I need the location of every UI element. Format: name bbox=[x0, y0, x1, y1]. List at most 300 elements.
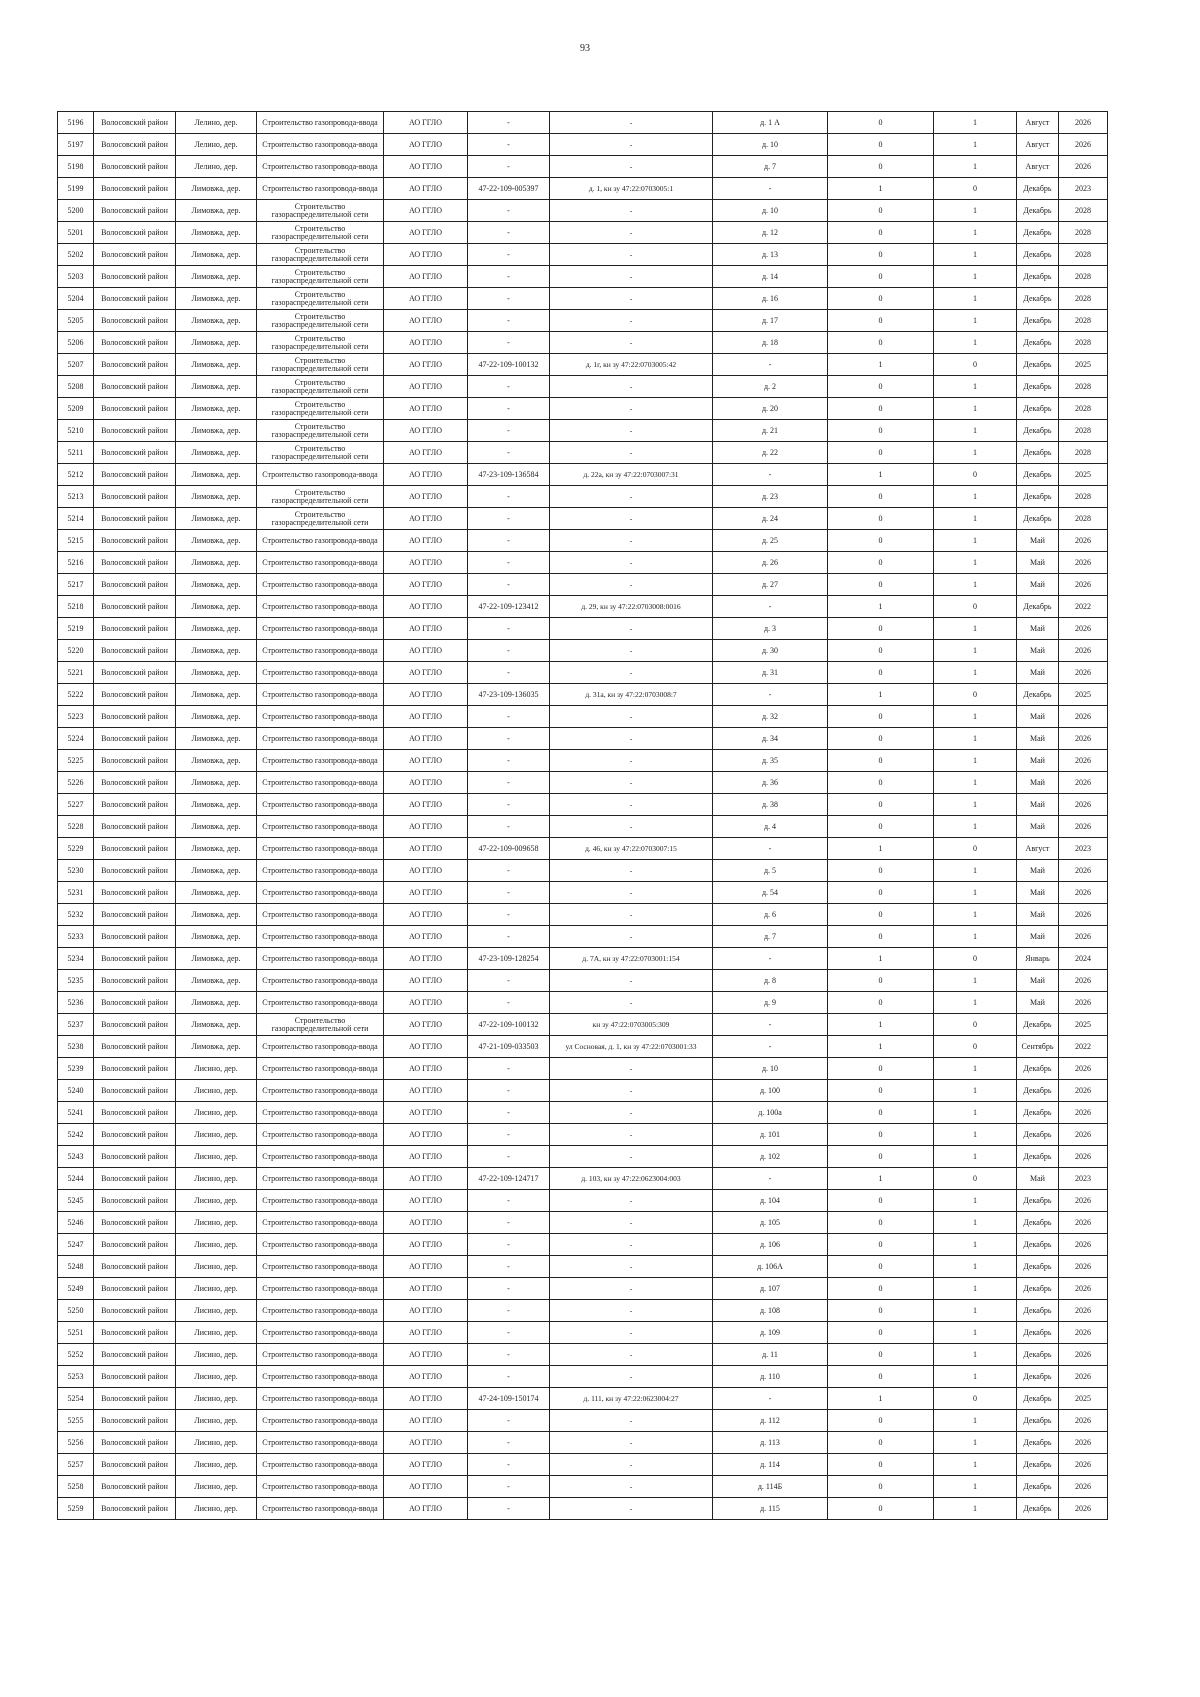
cell-district: Волосовский район bbox=[94, 794, 176, 816]
cell-work-type: Строительство газопровода-ввода bbox=[257, 156, 384, 178]
cell-application-number: - bbox=[468, 398, 550, 420]
cell-district: Волосовский район bbox=[94, 970, 176, 992]
cell-district: Волосовский район bbox=[94, 156, 176, 178]
cell-planned-count: 1 bbox=[934, 904, 1017, 926]
cell-application-number: - bbox=[468, 1102, 550, 1124]
cell-application-number: - bbox=[468, 1300, 550, 1322]
cell-application-number: 47-23-109-136584 bbox=[468, 464, 550, 486]
cell-cadastral-address: - bbox=[550, 1102, 713, 1124]
table-row bbox=[58, 1322, 1108, 1344]
cell-work-type: Строительство газопровода-ввода bbox=[257, 662, 384, 684]
cell-application-number: - bbox=[468, 1344, 550, 1366]
cell-organization: АО ГГЛО bbox=[384, 288, 468, 310]
cell-cadastral-address: - bbox=[550, 728, 713, 750]
cell-year: 2026 bbox=[1059, 1498, 1108, 1520]
cell-year: 2028 bbox=[1059, 332, 1108, 354]
cell-house-number: д. 2 bbox=[713, 376, 828, 398]
cell-settlement: Лимовжа, дер. bbox=[176, 552, 257, 574]
cell-row-number: 5221 bbox=[58, 662, 94, 684]
cell-work-type: Строительство газопровода-ввода bbox=[257, 1190, 384, 1212]
cell-settlement: Лисино, дер. bbox=[176, 1388, 257, 1410]
cell-month: Декабрь bbox=[1017, 1476, 1059, 1498]
cell-work-type: Строительство газопровода-ввода bbox=[257, 1300, 384, 1322]
cell-organization: АО ГГЛО bbox=[384, 530, 468, 552]
cell-planned-count: 1 bbox=[934, 244, 1017, 266]
cell-row-number: 5211 bbox=[58, 442, 94, 464]
table-row bbox=[58, 288, 1108, 310]
table-row bbox=[58, 926, 1108, 948]
cell-year: 2023 bbox=[1059, 1168, 1108, 1190]
cell-house-number: д. 16 bbox=[713, 288, 828, 310]
cell-planned-count: 1 bbox=[934, 420, 1017, 442]
cell-planned-count: 1 bbox=[934, 200, 1017, 222]
cell-month: Декабрь bbox=[1017, 376, 1059, 398]
cell-row-number: 5237 bbox=[58, 1014, 94, 1036]
cell-planned-count: 1 bbox=[934, 398, 1017, 420]
cell-cadastral-address: д. 111, кн зу 47:22:0623004:27 bbox=[550, 1388, 713, 1410]
cell-settlement: Лелино, дер. bbox=[176, 156, 257, 178]
cell-application-number: - bbox=[468, 1278, 550, 1300]
cell-month: Декабрь bbox=[1017, 398, 1059, 420]
cell-settlement: Лисино, дер. bbox=[176, 1322, 257, 1344]
cell-cadastral-address: - bbox=[550, 794, 713, 816]
cell-row-number: 5219 bbox=[58, 618, 94, 640]
cell-work-type: Строительство газораспределительной сети bbox=[257, 486, 384, 508]
cell-cadastral-address: - bbox=[550, 200, 713, 222]
cell-house-number: д. 112 bbox=[713, 1410, 828, 1432]
cell-connected-count: 1 bbox=[828, 684, 934, 706]
table-row bbox=[58, 1212, 1108, 1234]
cell-year: 2028 bbox=[1059, 288, 1108, 310]
cell-planned-count: 1 bbox=[934, 882, 1017, 904]
cell-cadastral-address: - bbox=[550, 134, 713, 156]
cell-house-number: д. 23 bbox=[713, 486, 828, 508]
cell-month: Май bbox=[1017, 750, 1059, 772]
cell-year: 2028 bbox=[1059, 200, 1108, 222]
table-row bbox=[58, 552, 1108, 574]
cell-row-number: 5226 bbox=[58, 772, 94, 794]
cell-settlement: Лелино, дер. bbox=[176, 112, 257, 134]
cell-application-number: - bbox=[468, 1476, 550, 1498]
cell-house-number: д. 24 bbox=[713, 508, 828, 530]
cell-settlement: Лисино, дер. bbox=[176, 1080, 257, 1102]
cell-connected-count: 0 bbox=[828, 992, 934, 1014]
cell-organization: АО ГГЛО bbox=[384, 596, 468, 618]
cell-planned-count: 1 bbox=[934, 1256, 1017, 1278]
cell-application-number: - bbox=[468, 1124, 550, 1146]
cell-district: Волосовский район bbox=[94, 508, 176, 530]
cell-work-type: Строительство газораспределительной сети bbox=[257, 1014, 384, 1036]
cell-work-type: Строительство газопровода-ввода bbox=[257, 1146, 384, 1168]
cell-year: 2028 bbox=[1059, 266, 1108, 288]
table-row bbox=[58, 662, 1108, 684]
cell-month: Декабрь bbox=[1017, 1058, 1059, 1080]
cell-work-type: Строительство газопровода-ввода bbox=[257, 1454, 384, 1476]
cell-application-number: - bbox=[468, 574, 550, 596]
cell-connected-count: 0 bbox=[828, 288, 934, 310]
cell-cadastral-address: кн зу 47:22:0703005:309 bbox=[550, 1014, 713, 1036]
cell-district: Волосовский район bbox=[94, 398, 176, 420]
cell-cadastral-address: - bbox=[550, 1146, 713, 1168]
cell-settlement: Лисино, дер. bbox=[176, 1124, 257, 1146]
cell-district: Волосовский район bbox=[94, 464, 176, 486]
cell-connected-count: 0 bbox=[828, 200, 934, 222]
table-row bbox=[58, 1080, 1108, 1102]
cell-settlement: Лимовжа, дер. bbox=[176, 420, 257, 442]
cell-cadastral-address: д. 22а, кн зу 47:22:0703007:31 bbox=[550, 464, 713, 486]
cell-planned-count: 1 bbox=[934, 1190, 1017, 1212]
cell-row-number: 5242 bbox=[58, 1124, 94, 1146]
cell-organization: АО ГГЛО bbox=[384, 992, 468, 1014]
cell-month: Май bbox=[1017, 662, 1059, 684]
cell-work-type: Строительство газораспределительной сети bbox=[257, 508, 384, 530]
cell-month: Декабрь bbox=[1017, 1234, 1059, 1256]
cell-connected-count: 1 bbox=[828, 596, 934, 618]
cell-district: Волосовский район bbox=[94, 1300, 176, 1322]
cell-organization: АО ГГЛО bbox=[384, 794, 468, 816]
table-row bbox=[58, 420, 1108, 442]
cell-connected-count: 0 bbox=[828, 926, 934, 948]
cell-row-number: 5247 bbox=[58, 1234, 94, 1256]
cell-year: 2026 bbox=[1059, 1476, 1108, 1498]
cell-row-number: 5212 bbox=[58, 464, 94, 486]
cell-application-number: 47-21-109-033503 bbox=[468, 1036, 550, 1058]
cell-house-number: д. 4 bbox=[713, 816, 828, 838]
cell-planned-count: 1 bbox=[934, 772, 1017, 794]
cell-application-number: - bbox=[468, 618, 550, 640]
cell-row-number: 5231 bbox=[58, 882, 94, 904]
cell-district: Волосовский район bbox=[94, 926, 176, 948]
cell-organization: АО ГГЛО bbox=[384, 574, 468, 596]
table-row bbox=[58, 838, 1108, 860]
table-row bbox=[58, 618, 1108, 640]
cell-work-type: Строительство газораспределительной сети bbox=[257, 288, 384, 310]
cell-cadastral-address: - bbox=[550, 904, 713, 926]
cell-cadastral-address: - bbox=[550, 662, 713, 684]
cell-settlement: Лимовжа, дер. bbox=[176, 728, 257, 750]
cell-month: Декабрь bbox=[1017, 684, 1059, 706]
cell-year: 2028 bbox=[1059, 398, 1108, 420]
table-row bbox=[58, 442, 1108, 464]
cell-cadastral-address: - bbox=[550, 398, 713, 420]
cell-house-number: д. 8 bbox=[713, 970, 828, 992]
cell-planned-count: 1 bbox=[934, 662, 1017, 684]
cell-connected-count: 0 bbox=[828, 1322, 934, 1344]
cell-organization: АО ГГЛО bbox=[384, 706, 468, 728]
cell-work-type: Строительство газопровода-ввода bbox=[257, 750, 384, 772]
cell-application-number: - bbox=[468, 486, 550, 508]
cell-connected-count: 1 bbox=[828, 1168, 934, 1190]
cell-district: Волосовский район bbox=[94, 1344, 176, 1366]
table-row bbox=[58, 596, 1108, 618]
cell-settlement: Лимовжа, дер. bbox=[176, 464, 257, 486]
cell-planned-count: 0 bbox=[934, 1388, 1017, 1410]
cell-row-number: 5204 bbox=[58, 288, 94, 310]
cell-application-number: - bbox=[468, 1212, 550, 1234]
cell-district: Волосовский район bbox=[94, 332, 176, 354]
cell-month: Декабрь bbox=[1017, 1498, 1059, 1520]
cell-work-type: Строительство газопровода-ввода bbox=[257, 772, 384, 794]
cell-cadastral-address: - bbox=[550, 222, 713, 244]
table-row bbox=[58, 1146, 1108, 1168]
cell-organization: АО ГГЛО bbox=[384, 662, 468, 684]
cell-application-number: 47-22-109-005397 bbox=[468, 178, 550, 200]
cell-house-number: - bbox=[713, 838, 828, 860]
cell-cadastral-address: - bbox=[550, 112, 713, 134]
cell-organization: АО ГГЛО bbox=[384, 134, 468, 156]
cell-row-number: 5256 bbox=[58, 1432, 94, 1454]
cell-work-type: Строительство газопровода-ввода bbox=[257, 1212, 384, 1234]
cell-work-type: Строительство газопровода-ввода bbox=[257, 464, 384, 486]
cell-planned-count: 1 bbox=[934, 794, 1017, 816]
cell-organization: АО ГГЛО bbox=[384, 310, 468, 332]
cell-application-number: - bbox=[468, 970, 550, 992]
cell-settlement: Лимовжа, дер. bbox=[176, 244, 257, 266]
cell-month: Декабрь bbox=[1017, 1432, 1059, 1454]
cell-planned-count: 1 bbox=[934, 1278, 1017, 1300]
cell-settlement: Лимовжа, дер. bbox=[176, 684, 257, 706]
cell-house-number: д. 100а bbox=[713, 1102, 828, 1124]
cell-house-number: д. 25 bbox=[713, 530, 828, 552]
cell-year: 2025 bbox=[1059, 1388, 1108, 1410]
table-row bbox=[58, 706, 1108, 728]
cell-year: 2026 bbox=[1059, 530, 1108, 552]
cell-organization: АО ГГЛО bbox=[384, 1212, 468, 1234]
table-row bbox=[58, 398, 1108, 420]
cell-house-number: - bbox=[713, 684, 828, 706]
cell-house-number: д. 54 bbox=[713, 882, 828, 904]
cell-house-number: д. 10 bbox=[713, 1058, 828, 1080]
cell-year: 2026 bbox=[1059, 882, 1108, 904]
cell-year: 2026 bbox=[1059, 904, 1108, 926]
cell-cadastral-address: - bbox=[550, 926, 713, 948]
cell-connected-count: 0 bbox=[828, 1080, 934, 1102]
table-row bbox=[58, 970, 1108, 992]
cell-cadastral-address: - bbox=[550, 508, 713, 530]
cell-planned-count: 1 bbox=[934, 640, 1017, 662]
cell-month: Декабрь bbox=[1017, 1190, 1059, 1212]
cell-house-number: д. 7 bbox=[713, 926, 828, 948]
cell-row-number: 5207 bbox=[58, 354, 94, 376]
cell-planned-count: 0 bbox=[934, 1014, 1017, 1036]
cell-work-type: Строительство газораспределительной сети bbox=[257, 200, 384, 222]
cell-connected-count: 0 bbox=[828, 1454, 934, 1476]
cell-cadastral-address: - bbox=[550, 1476, 713, 1498]
cell-work-type: Строительство газопровода-ввода bbox=[257, 1256, 384, 1278]
cell-connected-count: 0 bbox=[828, 310, 934, 332]
table-row bbox=[58, 134, 1108, 156]
cell-organization: АО ГГЛО bbox=[384, 420, 468, 442]
cell-year: 2026 bbox=[1059, 706, 1108, 728]
cell-month: Август bbox=[1017, 838, 1059, 860]
cell-application-number: 47-24-109-150174 bbox=[468, 1388, 550, 1410]
cell-work-type: Строительство газопровода-ввода bbox=[257, 1124, 384, 1146]
cell-settlement: Лимовжа, дер. bbox=[176, 772, 257, 794]
table-row bbox=[58, 486, 1108, 508]
cell-year: 2026 bbox=[1059, 794, 1108, 816]
cell-month: Май bbox=[1017, 706, 1059, 728]
cell-settlement: Лимовжа, дер. bbox=[176, 222, 257, 244]
cell-application-number: - bbox=[468, 332, 550, 354]
cell-month: Май bbox=[1017, 926, 1059, 948]
cell-district: Волосовский район bbox=[94, 1124, 176, 1146]
cell-row-number: 5218 bbox=[58, 596, 94, 618]
cell-district: Волосовский район bbox=[94, 442, 176, 464]
cell-planned-count: 1 bbox=[934, 1234, 1017, 1256]
cell-application-number: - bbox=[468, 926, 550, 948]
cell-row-number: 5249 bbox=[58, 1278, 94, 1300]
cell-organization: АО ГГЛО bbox=[384, 1278, 468, 1300]
cell-month: Сентябрь bbox=[1017, 1036, 1059, 1058]
cell-planned-count: 1 bbox=[934, 706, 1017, 728]
cell-year: 2026 bbox=[1059, 1278, 1108, 1300]
cell-month: Август bbox=[1017, 134, 1059, 156]
cell-work-type: Строительство газопровода-ввода bbox=[257, 1036, 384, 1058]
cell-district: Волосовский район bbox=[94, 1432, 176, 1454]
cell-planned-count: 1 bbox=[934, 1476, 1017, 1498]
cell-row-number: 5217 bbox=[58, 574, 94, 596]
cell-row-number: 5248 bbox=[58, 1256, 94, 1278]
table-row bbox=[58, 1278, 1108, 1300]
cell-cadastral-address: - bbox=[550, 266, 713, 288]
cell-cadastral-address: - bbox=[550, 1366, 713, 1388]
cell-application-number: - bbox=[468, 1234, 550, 1256]
cell-settlement: Лимовжа, дер. bbox=[176, 1014, 257, 1036]
cell-work-type: Строительство газопровода-ввода bbox=[257, 1388, 384, 1410]
cell-organization: АО ГГЛО bbox=[384, 838, 468, 860]
cell-house-number: д. 114Б bbox=[713, 1476, 828, 1498]
cell-planned-count: 0 bbox=[934, 178, 1017, 200]
table-row bbox=[58, 640, 1108, 662]
cell-connected-count: 0 bbox=[828, 552, 934, 574]
cell-application-number: 47-22-109-009658 bbox=[468, 838, 550, 860]
cell-month: Декабрь bbox=[1017, 1388, 1059, 1410]
cell-house-number: д. 104 bbox=[713, 1190, 828, 1212]
cell-cadastral-address: - bbox=[550, 772, 713, 794]
cell-cadastral-address: д. 103, кн зу 47:22:0623004:003 bbox=[550, 1168, 713, 1190]
cell-year: 2026 bbox=[1059, 728, 1108, 750]
cell-year: 2028 bbox=[1059, 376, 1108, 398]
table-row bbox=[58, 310, 1108, 332]
cell-application-number: - bbox=[468, 266, 550, 288]
cell-cadastral-address: - bbox=[550, 970, 713, 992]
cell-connected-count: 0 bbox=[828, 244, 934, 266]
cell-organization: АО ГГЛО bbox=[384, 926, 468, 948]
cell-cadastral-address: - bbox=[550, 288, 713, 310]
cell-district: Волосовский район bbox=[94, 354, 176, 376]
cell-application-number: - bbox=[468, 200, 550, 222]
cell-settlement: Лимовжа, дер. bbox=[176, 266, 257, 288]
cell-planned-count: 1 bbox=[934, 442, 1017, 464]
cell-month: Май bbox=[1017, 816, 1059, 838]
cell-row-number: 5215 bbox=[58, 530, 94, 552]
cell-year: 2026 bbox=[1059, 816, 1108, 838]
cell-work-type: Строительство газопровода-ввода bbox=[257, 970, 384, 992]
cell-settlement: Лимовжа, дер. bbox=[176, 508, 257, 530]
cell-work-type: Строительство газопровода-ввода bbox=[257, 596, 384, 618]
cell-row-number: 5213 bbox=[58, 486, 94, 508]
cell-planned-count: 1 bbox=[934, 618, 1017, 640]
cell-work-type: Строительство газопровода-ввода bbox=[257, 1102, 384, 1124]
cell-planned-count: 1 bbox=[934, 1300, 1017, 1322]
cell-planned-count: 0 bbox=[934, 596, 1017, 618]
cell-row-number: 5245 bbox=[58, 1190, 94, 1212]
cell-organization: АО ГГЛО bbox=[384, 904, 468, 926]
cell-work-type: Строительство газопровода-ввода bbox=[257, 1344, 384, 1366]
cell-planned-count: 1 bbox=[934, 1344, 1017, 1366]
cell-row-number: 5227 bbox=[58, 794, 94, 816]
cell-house-number: д. 5 bbox=[713, 860, 828, 882]
cell-planned-count: 1 bbox=[934, 552, 1017, 574]
cell-month: Декабрь bbox=[1017, 266, 1059, 288]
cell-planned-count: 1 bbox=[934, 1058, 1017, 1080]
cell-row-number: 5224 bbox=[58, 728, 94, 750]
cell-district: Волосовский район bbox=[94, 1190, 176, 1212]
cell-month: Декабрь bbox=[1017, 1410, 1059, 1432]
cell-district: Волосовский район bbox=[94, 1146, 176, 1168]
table-row bbox=[58, 464, 1108, 486]
cell-month: Декабрь bbox=[1017, 1212, 1059, 1234]
cell-house-number: д. 20 bbox=[713, 398, 828, 420]
cell-year: 2026 bbox=[1059, 970, 1108, 992]
cell-year: 2022 bbox=[1059, 596, 1108, 618]
cell-organization: АО ГГЛО bbox=[384, 1124, 468, 1146]
cell-month: Декабрь bbox=[1017, 200, 1059, 222]
cell-cadastral-address: д. 46, кн зу 47:22:0703007:15 bbox=[550, 838, 713, 860]
cell-district: Волосовский район bbox=[94, 1322, 176, 1344]
cell-house-number: д. 106 bbox=[713, 1234, 828, 1256]
cell-work-type: Строительство газопровода-ввода bbox=[257, 1168, 384, 1190]
cell-row-number: 5197 bbox=[58, 134, 94, 156]
cell-settlement: Лисино, дер. bbox=[176, 1058, 257, 1080]
cell-organization: АО ГГЛО bbox=[384, 640, 468, 662]
cell-month: Май bbox=[1017, 860, 1059, 882]
cell-application-number: - bbox=[468, 442, 550, 464]
cell-district: Волосовский район bbox=[94, 640, 176, 662]
cell-settlement: Лимовжа, дер. bbox=[176, 904, 257, 926]
cell-house-number: д. 38 bbox=[713, 794, 828, 816]
cell-year: 2026 bbox=[1059, 1146, 1108, 1168]
cell-month: Декабрь bbox=[1017, 420, 1059, 442]
cell-cadastral-address: д. 1, кн зу 47:22:0703005:1 bbox=[550, 178, 713, 200]
cell-settlement: Лимовжа, дер. bbox=[176, 442, 257, 464]
cell-district: Волосовский район bbox=[94, 618, 176, 640]
cell-connected-count: 0 bbox=[828, 1124, 934, 1146]
cell-year: 2022 bbox=[1059, 1036, 1108, 1058]
cell-planned-count: 1 bbox=[934, 508, 1017, 530]
cell-connected-count: 0 bbox=[828, 574, 934, 596]
cell-connected-count: 0 bbox=[828, 706, 934, 728]
cell-month: Май bbox=[1017, 772, 1059, 794]
cell-month: Декабрь bbox=[1017, 1344, 1059, 1366]
cell-settlement: Лисино, дер. bbox=[176, 1300, 257, 1322]
cell-connected-count: 0 bbox=[828, 1190, 934, 1212]
cell-month: Май bbox=[1017, 552, 1059, 574]
cell-house-number: - bbox=[713, 464, 828, 486]
table-row bbox=[58, 1234, 1108, 1256]
table-row bbox=[58, 112, 1108, 134]
table-row bbox=[58, 816, 1108, 838]
cell-connected-count: 1 bbox=[828, 1388, 934, 1410]
cell-settlement: Лимовжа, дер. bbox=[176, 288, 257, 310]
cell-work-type: Строительство газопровода-ввода bbox=[257, 992, 384, 1014]
cell-row-number: 5241 bbox=[58, 1102, 94, 1124]
cell-district: Волосовский район bbox=[94, 1014, 176, 1036]
cell-planned-count: 1 bbox=[934, 574, 1017, 596]
cell-row-number: 5202 bbox=[58, 244, 94, 266]
cell-month: Май bbox=[1017, 794, 1059, 816]
cell-connected-count: 0 bbox=[828, 1278, 934, 1300]
